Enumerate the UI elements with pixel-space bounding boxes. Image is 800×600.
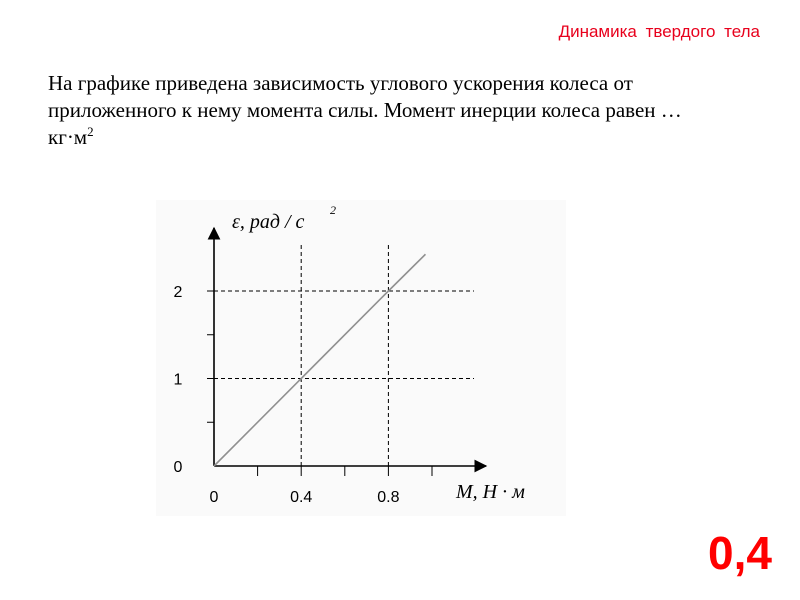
x-tick-label-0: 0 <box>209 489 219 506</box>
answer-value: 0,4 <box>708 527 772 579</box>
series-line-0 <box>214 254 425 466</box>
y-tick-label-2: 2 <box>173 284 183 301</box>
y-axis-title: ε, рад / с <box>232 211 305 233</box>
series-group <box>214 254 425 466</box>
question-body: На графике приведена зависимость углового ускорения колеса от приложенного к нему момента силы. Момент инерции колеса равен … кг·м <box>48 71 682 149</box>
x-tick-label-1: 0.4 <box>290 489 313 506</box>
question-text <box>48 70 688 151</box>
x-axis-title: M, Н · м <box>456 481 525 503</box>
y-tick-label-1: 1 <box>173 371 183 389</box>
topic-title: Динамика твердого тела <box>558 22 760 41</box>
x-tick-label-2: 0.8 <box>377 489 400 506</box>
grid <box>214 242 474 466</box>
unit-power: 2 <box>87 124 94 139</box>
y-axis-title-power: 2 <box>330 203 336 217</box>
tick-marks <box>207 291 432 476</box>
chart-panel <box>156 200 566 516</box>
y-tick-label-0: 0 <box>173 459 183 476</box>
tick-labels <box>174 284 400 506</box>
chart-svg <box>156 200 566 516</box>
